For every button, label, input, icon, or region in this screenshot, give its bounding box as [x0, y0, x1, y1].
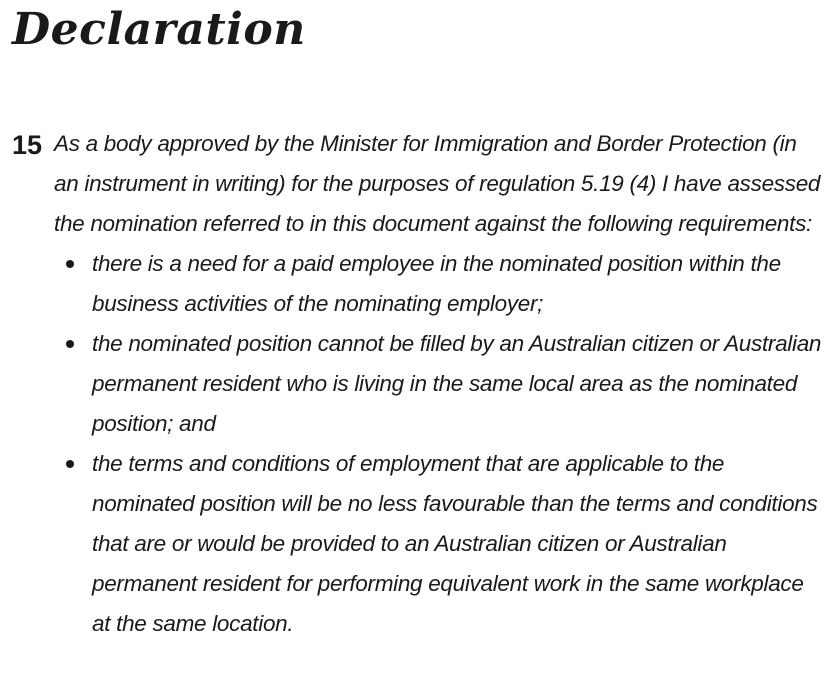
bullet-icon: [66, 340, 74, 348]
requirement-text: the terms and conditions of employment that are applicable to the nominated position will be no less favourable than the terms and conditions that are or would be provided to an Australian citizen or Australian permanent resident for performing equivalent work in the same workplace at the same location.: [92, 451, 818, 636]
requirement-item: [54, 444, 822, 644]
requirement-item: [54, 244, 822, 324]
requirements-list: [54, 244, 822, 644]
bullet-icon: [66, 460, 74, 468]
question-body: [54, 124, 822, 644]
section-title: Declaration: [12, 4, 306, 55]
question-15: [12, 124, 822, 644]
requirement-item: [54, 324, 822, 444]
bullet-icon: [66, 260, 74, 268]
requirement-text: there is a need for a paid employee in the nominated position within the business activities of the nominating employer;: [92, 251, 781, 316]
question-number: 15: [12, 130, 43, 160]
requirement-text: the nominated position cannot be filled by an Australian citizen or Australian permanent resident who is living in the same local area as the nominated position; and: [92, 331, 822, 436]
question-intro: As a body approved by the Minister for Immigration and Border Protection (in an instrument in writing) for the purposes of regulation 5.19 (4) I have assessed the nomination referred to in this document against the following requirements:: [54, 131, 821, 236]
